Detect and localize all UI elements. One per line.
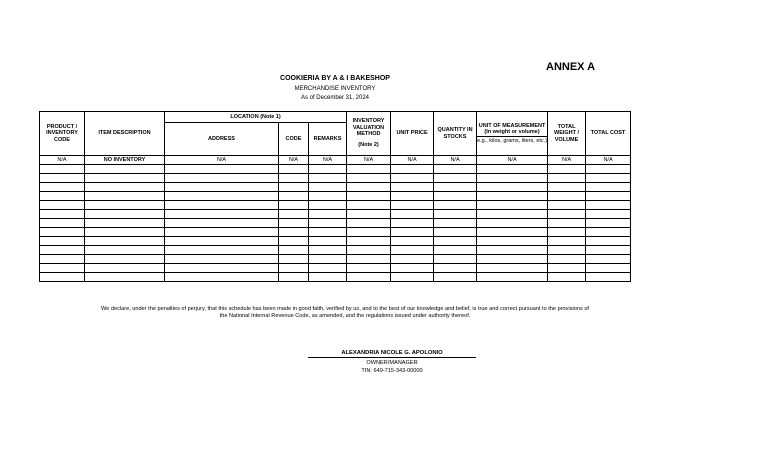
empty-cell xyxy=(391,174,434,183)
empty-cell xyxy=(586,192,631,201)
empty-cell xyxy=(391,264,434,273)
empty-cell xyxy=(309,183,347,192)
empty-cell xyxy=(279,210,309,219)
table-header-row xyxy=(40,112,631,123)
empty-cell xyxy=(85,165,165,174)
empty-cell xyxy=(434,165,477,174)
col-header-loc-code: CODE xyxy=(279,123,309,156)
empty-cell xyxy=(434,219,477,228)
empty-cell xyxy=(434,174,477,183)
empty-cell xyxy=(165,246,279,255)
empty-cell xyxy=(391,228,434,237)
empty-cell xyxy=(279,237,309,246)
empty-cell xyxy=(165,165,279,174)
empty-cell xyxy=(391,273,434,282)
empty-cell xyxy=(434,246,477,255)
empty-cell xyxy=(586,201,631,210)
empty-cell xyxy=(165,192,279,201)
col-header-valuation xyxy=(347,112,391,156)
table-row xyxy=(40,246,631,255)
empty-cell xyxy=(309,174,347,183)
empty-cell xyxy=(279,264,309,273)
empty-cell xyxy=(40,210,85,219)
empty-cell xyxy=(40,255,85,264)
empty-cell xyxy=(391,255,434,264)
empty-cell xyxy=(279,219,309,228)
empty-cell xyxy=(434,264,477,273)
empty-cell xyxy=(586,273,631,282)
signatory-name: ALEXANDRIA NICOLE G. APOLONIO xyxy=(308,350,476,358)
empty-cell xyxy=(434,237,477,246)
empty-cell xyxy=(586,165,631,174)
empty-cell xyxy=(347,165,391,174)
empty-cell xyxy=(309,255,347,264)
empty-cell xyxy=(165,237,279,246)
empty-cell xyxy=(477,264,548,273)
empty-cell xyxy=(40,237,85,246)
declaration-text: We declare, under the penalties of perjury, that this schedule has been made in good faith, verified by us, and to the best of our knowledge and belief, is true and correct pursuant to the provisions of the National Internal Revenue Code, as amended, and the regulations issued under authority thereof. xyxy=(101,306,589,320)
col-header-code: PRODUCT / INVENTORY CODE xyxy=(40,112,85,156)
empty-cell xyxy=(548,165,586,174)
empty-cell xyxy=(85,219,165,228)
empty-cell xyxy=(477,165,548,174)
col-header-remarks: REMARKS xyxy=(309,123,347,156)
empty-cell xyxy=(347,264,391,273)
empty-cell xyxy=(548,264,586,273)
table-row xyxy=(40,264,631,273)
col-header-address: ADDRESS xyxy=(165,123,279,156)
col-header-total-cost: TOTAL COST xyxy=(586,112,631,156)
empty-cell xyxy=(548,273,586,282)
cell-remarks: N/A xyxy=(309,156,347,165)
empty-cell xyxy=(85,264,165,273)
empty-cell xyxy=(586,210,631,219)
empty-cell xyxy=(548,255,586,264)
empty-cell xyxy=(85,237,165,246)
empty-cell xyxy=(165,273,279,282)
empty-cell xyxy=(40,201,85,210)
empty-cell xyxy=(165,219,279,228)
schedule-title: MERCHANDISE INVENTORY xyxy=(294,86,376,92)
empty-cell xyxy=(85,183,165,192)
empty-cell xyxy=(40,273,85,282)
empty-cell xyxy=(477,174,548,183)
cell-total-weight: N/A xyxy=(548,156,586,165)
empty-cell xyxy=(548,219,586,228)
col-header-location: LOCATION (Note 1) xyxy=(165,112,347,123)
table-row xyxy=(40,210,631,219)
empty-cell xyxy=(347,273,391,282)
empty-cell xyxy=(548,228,586,237)
empty-cell xyxy=(85,255,165,264)
empty-cell xyxy=(477,246,548,255)
empty-cell xyxy=(391,201,434,210)
empty-cell xyxy=(309,246,347,255)
empty-cell xyxy=(279,192,309,201)
empty-cell xyxy=(85,246,165,255)
col-header-total-weight: TOTAL WEIGHT / VOLUME xyxy=(548,112,586,156)
empty-cell xyxy=(434,255,477,264)
empty-cell xyxy=(165,228,279,237)
empty-cell xyxy=(40,165,85,174)
empty-cell xyxy=(279,255,309,264)
empty-cell xyxy=(85,273,165,282)
empty-cell xyxy=(477,183,548,192)
empty-cell xyxy=(347,174,391,183)
table-row xyxy=(40,192,631,201)
empty-cell xyxy=(40,174,85,183)
empty-cell xyxy=(477,192,548,201)
signatory-role: OWNER/MANAGER xyxy=(366,360,418,366)
empty-cell xyxy=(391,237,434,246)
cell-quantity: N/A xyxy=(434,156,477,165)
empty-cell xyxy=(309,264,347,273)
empty-cell xyxy=(40,219,85,228)
cell-total-cost: N/A xyxy=(586,156,631,165)
empty-cell xyxy=(548,174,586,183)
empty-cell xyxy=(477,201,548,210)
empty-cell xyxy=(347,255,391,264)
empty-cell xyxy=(586,255,631,264)
empty-cell xyxy=(279,174,309,183)
table-row xyxy=(40,273,631,282)
empty-cell xyxy=(548,246,586,255)
empty-cell xyxy=(391,210,434,219)
empty-cell xyxy=(391,246,434,255)
empty-cell xyxy=(40,264,85,273)
signatory-tin: TIN: 649-715-343-00000 xyxy=(361,368,423,374)
empty-cell xyxy=(279,246,309,255)
empty-cell xyxy=(434,183,477,192)
empty-cell xyxy=(477,210,548,219)
empty-cell xyxy=(347,246,391,255)
cell-code: N/A xyxy=(40,156,85,165)
empty-cell xyxy=(391,165,434,174)
empty-cell xyxy=(347,210,391,219)
empty-cell xyxy=(477,255,548,264)
table-row xyxy=(40,201,631,210)
empty-cell xyxy=(165,183,279,192)
empty-cell xyxy=(434,273,477,282)
cell-address: N/A xyxy=(165,156,279,165)
empty-cell xyxy=(477,219,548,228)
empty-cell xyxy=(309,219,347,228)
empty-cell xyxy=(309,210,347,219)
empty-cell xyxy=(434,210,477,219)
empty-cell xyxy=(434,201,477,210)
empty-cell xyxy=(85,174,165,183)
empty-cell xyxy=(165,255,279,264)
empty-cell xyxy=(85,192,165,201)
empty-cell xyxy=(309,228,347,237)
empty-cell xyxy=(279,228,309,237)
empty-rows xyxy=(40,165,631,282)
empty-cell xyxy=(85,228,165,237)
uom-label: UNIT OF MEASUREMENT xyxy=(478,122,546,129)
empty-cell xyxy=(309,192,347,201)
empty-cell xyxy=(548,201,586,210)
empty-cell xyxy=(586,183,631,192)
table-row xyxy=(40,237,631,246)
empty-cell xyxy=(548,183,586,192)
as-of-date: As of December 31, 2024 xyxy=(300,95,370,101)
empty-cell xyxy=(347,237,391,246)
empty-cell xyxy=(347,192,391,201)
inventory-table xyxy=(39,111,631,282)
empty-cell xyxy=(165,174,279,183)
empty-cell xyxy=(548,192,586,201)
empty-cell xyxy=(279,165,309,174)
empty-cell xyxy=(548,210,586,219)
empty-cell xyxy=(477,228,548,237)
uom-sub: (In weight or volume) xyxy=(484,128,540,135)
empty-cell xyxy=(548,237,586,246)
cell-loc-code: N/A xyxy=(279,156,309,165)
empty-cell xyxy=(477,273,548,282)
empty-cell xyxy=(586,228,631,237)
empty-cell xyxy=(586,219,631,228)
empty-cell xyxy=(309,237,347,246)
cell-description: NO INVENTORY xyxy=(85,156,165,165)
empty-cell xyxy=(165,201,279,210)
empty-cell xyxy=(391,219,434,228)
empty-cell xyxy=(309,273,347,282)
empty-cell xyxy=(391,183,434,192)
table-row xyxy=(40,183,631,192)
table-row xyxy=(40,228,631,237)
empty-cell xyxy=(40,183,85,192)
empty-cell xyxy=(309,165,347,174)
empty-cell xyxy=(586,264,631,273)
table-row xyxy=(40,219,631,228)
col-header-uom xyxy=(477,112,548,156)
empty-cell xyxy=(279,273,309,282)
empty-cell xyxy=(434,192,477,201)
empty-cell xyxy=(40,246,85,255)
empty-cell xyxy=(279,183,309,192)
empty-cell xyxy=(586,237,631,246)
uom-example: e.g., kilos, grams, liters, etc.) xyxy=(477,138,548,145)
cell-valuation: N/A xyxy=(347,156,391,165)
empty-cell xyxy=(40,192,85,201)
valuation-note: (Note 2) xyxy=(358,142,379,149)
empty-cell xyxy=(85,201,165,210)
valuation-label: INVENTORY VALUATION METHOD xyxy=(352,118,385,137)
annex-label: ANNEX A xyxy=(546,61,596,73)
empty-cell xyxy=(347,201,391,210)
empty-cell xyxy=(85,210,165,219)
company-name: COOKIERIA BY A & I BAKESHOP xyxy=(280,75,390,82)
empty-cell xyxy=(434,228,477,237)
empty-cell xyxy=(391,192,434,201)
empty-cell xyxy=(347,219,391,228)
table-row xyxy=(40,156,631,165)
empty-cell xyxy=(586,246,631,255)
cell-uom: N/A xyxy=(477,156,548,165)
empty-cell xyxy=(40,228,85,237)
empty-cell xyxy=(477,237,548,246)
empty-cell xyxy=(279,201,309,210)
table-row xyxy=(40,165,631,174)
col-header-description: ITEM DESCRIPTION xyxy=(85,112,165,156)
table-row xyxy=(40,174,631,183)
empty-cell xyxy=(165,264,279,273)
empty-cell xyxy=(347,228,391,237)
table-row xyxy=(40,255,631,264)
col-header-quantity: QUANTITY IN STOCKS xyxy=(434,112,477,156)
empty-cell xyxy=(347,183,391,192)
empty-cell xyxy=(586,174,631,183)
col-header-unit-price: UNIT PRICE xyxy=(391,112,434,156)
cell-unit-price: N/A xyxy=(391,156,434,165)
empty-cell xyxy=(309,201,347,210)
empty-cell xyxy=(165,210,279,219)
